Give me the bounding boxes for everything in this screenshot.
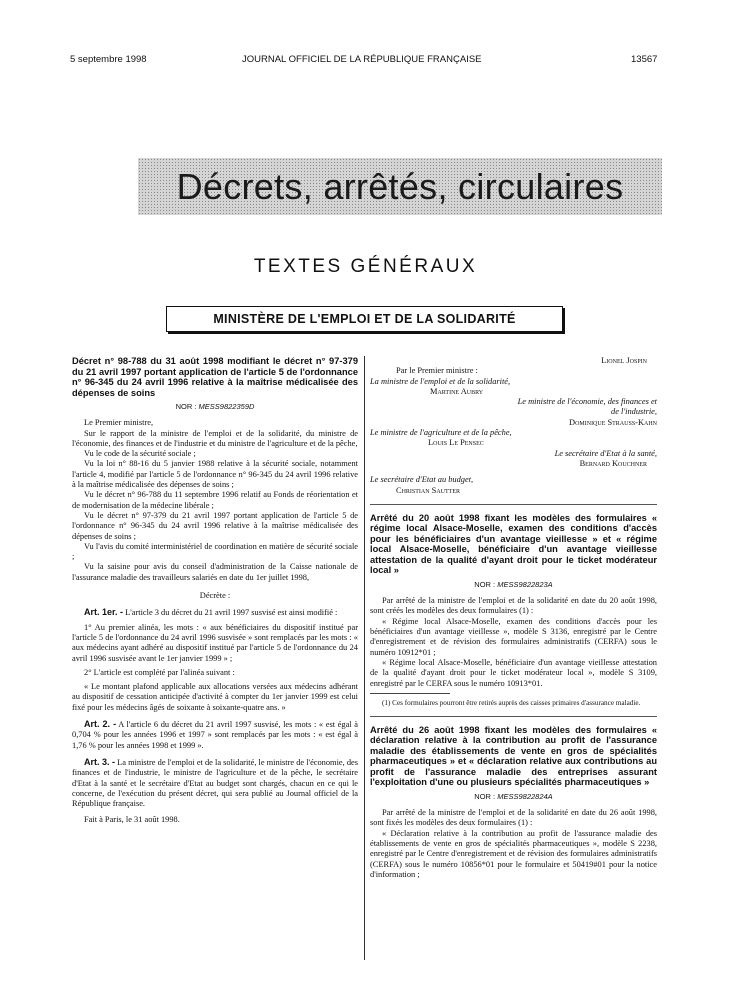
par-le-premier-ministre: Par le Premier ministre : (396, 366, 478, 376)
signer-role: Le secrétaire d'Etat au budget, (370, 475, 474, 485)
visa-paragraph: Vu la saisine pour avis du conseil d'administration de la Caisse nationale de l'assurance maladie des travailleurs salariés en date du 1er juillet 1998, (72, 562, 358, 582)
article-1 (72, 607, 358, 618)
ministry-box: MINISTÈRE DE L'EMPLOI ET DE LA SOLIDARITÉ (166, 306, 563, 332)
signature-place-date: Fait à Paris, le 31 août 1998. (84, 815, 180, 825)
nor-label: NOR : (474, 579, 496, 589)
section-title: TEXTES GÉNÉRAUX (253, 256, 478, 277)
arrete-1-nor (370, 580, 657, 590)
article-2 (72, 719, 358, 751)
nor-code: MESS9822823A (497, 579, 553, 589)
banner-title: Décrets, arrêtés, circulaires (176, 166, 624, 207)
arrete-1-footnote: (1) Ces formulaires pourront être retirés auprès des caisses primaires d'assurance maladie. (382, 698, 641, 707)
signer-name: Bernard Kouchner (579, 458, 647, 468)
visa-paragraph: Vu la loi n° 88-16 du 5 janvier 1988 relative à la sécurité sociale, notamment l'article 4, modifié par l'article 5 de l'ordonnance n° 96-345 du 24 avril 1996 relative à la maîtrise médicalisée des dépenses de soins ; (72, 459, 358, 490)
nor-label: NOR : (175, 402, 197, 411)
visa-paragraph: Vu le décret n° 97-379 du 21 avril 1997 portant application de l'article 5 de l'ordonnance n° 96-345 du 24 avril 1996 relative à la maîtrise médicalisée des dépenses de soins ; (72, 510, 358, 541)
article-separator (370, 504, 657, 505)
visa-paragraph: Vu l'avis du comité interministériel de coordination en matière de sécurité sociale ; (72, 541, 358, 562)
article-3-label: Art. 3. - (84, 756, 116, 767)
article-3 (72, 757, 358, 809)
arrete-2-nor (370, 792, 657, 802)
section-banner (138, 158, 662, 215)
right-column (370, 356, 657, 880)
signer-role: La ministre de l'emploi et de la solidarité, (370, 376, 511, 386)
article-1-text: L'article 3 du décret du 21 avril 1997 susvisé est ainsi modifié : (125, 608, 338, 618)
signer-name: Louis Le Pensec (428, 438, 484, 448)
signer-role: Le ministre de l'agriculture et de la pêche, (370, 428, 512, 438)
column-rule (364, 356, 365, 960)
arrete-2-title: Arrêté du 26 août 1998 fixant les modèles des formulaires « déclaration relative à la contribution au profit de l'assurance maladie des établissements de vente en gros de spécialités pharmaceutiques » et « déclaration relative aux contributions au profit de l'assurance maladie des entreprises assurant l'exploitation d'une ou plusieurs spécialités pharmaceutiques » (370, 724, 657, 788)
decree-title: Décret n° 98-788 du 31 août 1998 modifiant le décret n° 97-379 du 21 avril 1997 portant application de l'article 5 de l'ordonnance n° 96-345 du 24 avril 1996 relative à la maîtrise médicalisée des dépenses de soins (72, 356, 358, 398)
left-column (72, 356, 358, 826)
article-1-quote: « Le montant plafond applicable aux allocations versées aux médecins adhérant au dispositif de cessation anticipée d'activité à compter du 1er janvier 1999 est celui fixé pour les médecins âgés de soixante à soixante-quatre ans. » (72, 682, 358, 712)
arrete-1-paragraph: Par arrêté de la ministre de l'emploi et de la solidarité en date du 20 août 1998, sont créés les modèles des deux formulaires (1) : (370, 596, 657, 616)
article-separator (370, 716, 657, 717)
arrete-1-paragraph: « Régime local Alsace-Moselle, examen des conditions d'accès pour les bénéficiaires d'un avantage vieillesse », modèle S 3136, enregistré par le Centre d'enregistrement et de révision des formulaires administratifs (CERFA) sous le numéro 10912*01 ; (370, 616, 657, 657)
arrete-1-title: Arrêté du 20 août 1998 fixant les modèles des formulaires « régime local Alsace-Moselle, examen des conditions d'accès pour les bénéficiaires d'un avantage vieillesse » et « régime local Alsace-Moselle, bénéficiaire d'un avantage vieillesse attestation de la qualité d'ayant droit pour le ticket modérateur local » (370, 512, 657, 576)
arrete-1-paragraph: « Régime local Alsace-Moselle, bénéficiaire d'un avantage vieillesse attestation de la qualité d'ayant droit pour le ticket modérateur local », modèle S 3109, enregistré par le CERFA sous le numéro 10913*01. (370, 657, 657, 688)
signer-role: Le secrétaire d'Etat à la santé, (554, 448, 657, 458)
signer-main: Lionel Jospin (601, 356, 647, 365)
article-2-text: A l'article 6 du décret du 21 avril 1997 susvisé, les mots : « est égal à 0,704 % pour les années 1996 et 1997 » sont remplacés par les mots : « est égal à 1,76 % pour les années 1998 et 1999 ». (72, 720, 358, 750)
nor-label: NOR : (474, 791, 496, 801)
decrete-heading: Décrète : (199, 591, 231, 601)
nor-code: MESS9822359D (198, 402, 255, 411)
signer-name: Martine Aubry (430, 386, 484, 396)
journal-title: JOURNAL OFFICIEL DE LA RÉPUBLIQUE FRANÇAISE (242, 54, 482, 65)
footnote-rule (370, 693, 450, 694)
signer-name: Christian Sautter (396, 485, 460, 495)
article-1-item-1: 1° Au premier alinéa, les mots : « aux bénéficiaires du dispositif institué par l'article 5 de l'ordonnance du 24 avril 1996 susvisée » sont remplacés par les mots : « aux médecins ayant adhéré au dispositif institué par l'article 5 de l'ordonnance du 24 avril 1996 susvisée avant le 1er janvier 1999 » ; (72, 622, 358, 663)
signer-role: Le ministre de l'économie, des finances et de l'industrie, (517, 397, 657, 417)
header-date: 5 septembre 1998 (70, 54, 147, 65)
article-1-label: Art. 1er. - (84, 607, 124, 618)
article-3-text: La ministre de l'emploi et de la solidarité, le ministre de l'économie, des finances et de l'industrie, le ministre de l'agriculture et de la pêche, le secrétaire d'Etat à la santé et le secrétaire d'Etat au budget sont chargés, chacun en ce qui le concerne, de l'exécution du présent décret, qui sera publié au Journal officiel de la République française. (72, 757, 358, 809)
signer-name: Dominique Strauss-Kahn (569, 417, 657, 427)
visa-paragraph: Vu le code de la sécurité sociale ; (84, 449, 196, 459)
arrete-2-paragraph: « Déclaration relative à la contribution au profit de l'assurance maladie des établissements de vente en gros de spécialités pharmaceutiques », modèle S 2238, enregistré par le Centre d'enregistrement et de révision des formulaires administratifs (CERFA) sous le numéro 10856*01 pour le formulaire et 50419#01 pour la notice d'information ; (370, 828, 657, 879)
visa-paragraph: Vu le décret n° 96-788 du 11 septembre 1996 relatif au Fonds de réorientation et de modernisation de la médecine libérale ; (72, 490, 358, 510)
nor-code: MESS9822824A (497, 791, 553, 801)
arrete-2-paragraph: Par arrêté de la ministre de l'emploi et de la solidarité en date du 26 août 1998, sont fixés les modèles des deux formulaires (1) : (370, 808, 657, 828)
article-1-item-2: 2° L'article est complété par l'alinéa suivant : (84, 667, 235, 677)
visa-paragraph: Sur le rapport de la ministre de l'emploi et de la solidarité, du ministre de l'économie, des finances et de l'industrie et du ministre de l'agriculture et de la pêche, (72, 428, 358, 448)
page-number: 13567 (631, 54, 658, 65)
article-2-label: Art. 2. - (84, 719, 117, 730)
visa-paragraph: Le Premier ministre, (84, 418, 154, 428)
decree-nor (72, 402, 358, 412)
